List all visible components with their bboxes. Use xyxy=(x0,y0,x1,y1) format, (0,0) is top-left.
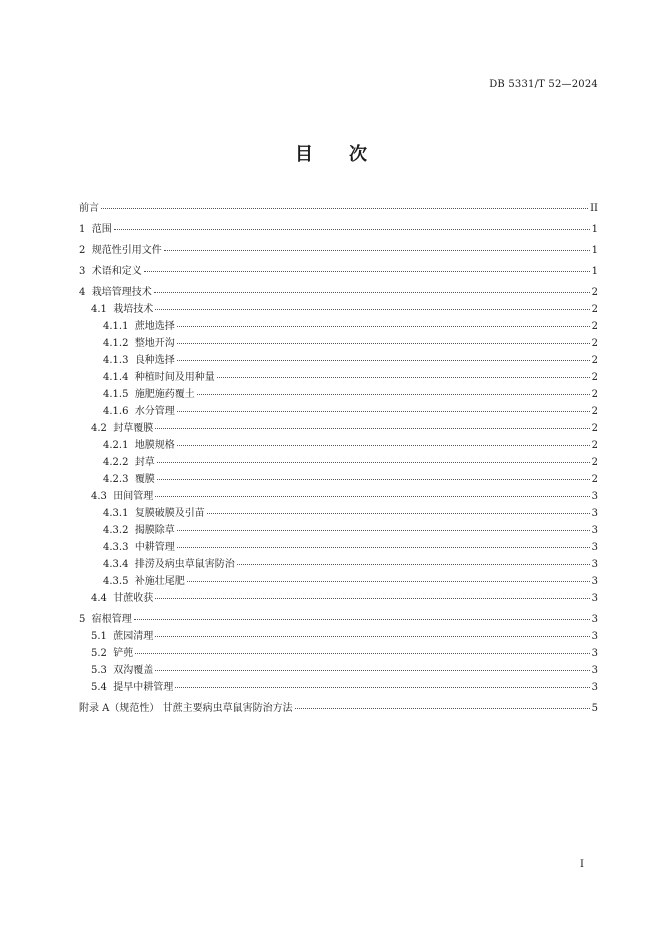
toc-entry-title: 术语和定义 xyxy=(91,266,142,277)
toc-entry-number: 4.3.5 xyxy=(103,576,135,587)
toc-entry[interactable] xyxy=(79,221,598,238)
toc-entry-page: 3 xyxy=(591,525,598,536)
toc-leader-dots xyxy=(177,342,590,344)
toc-entry-number: 4.1.3 xyxy=(103,355,135,366)
toc-leader-dots xyxy=(237,563,590,565)
toc-entry-title: 蔗地选择 xyxy=(134,321,175,332)
toc-entry[interactable] xyxy=(79,628,598,645)
toc-leader-dots xyxy=(155,597,589,599)
toc-entry-page: 2 xyxy=(591,355,598,366)
toc-entry-title: 中耕管理 xyxy=(134,542,175,553)
toc-leader-dots xyxy=(157,461,590,463)
toc-entry-title: 地膜规格 xyxy=(134,440,175,451)
toc-entry[interactable] xyxy=(79,590,598,607)
toc-entry-number: 4.1.2 xyxy=(103,338,135,349)
toc-leader-dots xyxy=(135,652,589,654)
toc-entry-number: 4.3.3 xyxy=(103,542,135,553)
toc-entry[interactable] xyxy=(79,437,598,454)
toc-entry-title: 提早中耕管理 xyxy=(113,682,174,693)
toc-entry-number: 4.1.6 xyxy=(103,406,135,417)
toc-leader-dots xyxy=(155,669,589,671)
toc-leader-dots xyxy=(177,410,590,412)
toc-entry[interactable] xyxy=(79,335,598,352)
toc-entry[interactable] xyxy=(79,242,598,259)
toc-leader-dots xyxy=(295,707,590,709)
title-char-1: 目 xyxy=(295,144,313,165)
toc-leader-dots xyxy=(177,529,590,531)
toc-entry-title: 田间管理 xyxy=(113,491,154,502)
toc-entry-page: 2 xyxy=(591,423,598,434)
toc-entry-page: 2 xyxy=(591,406,598,417)
toc-entry-title: 施肥施药覆土 xyxy=(134,389,195,400)
toc-entry-page: 1 xyxy=(591,245,598,256)
toc-entry-page: 3 xyxy=(591,576,598,587)
toc-entry-page: 2 xyxy=(591,321,598,332)
toc-entry-page: 1 xyxy=(591,266,598,277)
toc-entry-number: 4.1.1 xyxy=(103,321,135,332)
toc-entry-page: 3 xyxy=(591,665,598,676)
toc-entry-title: 双沟覆盖 xyxy=(113,665,154,676)
toc-entry-page: 3 xyxy=(591,614,598,625)
toc-entry[interactable] xyxy=(79,318,598,335)
toc-entry-number: 5.4 xyxy=(91,682,114,693)
toc-entry-number: 4.2.2 xyxy=(103,457,135,468)
toc-leader-dots xyxy=(144,270,590,272)
toc-entry-title: 复膜破膜及引苗 xyxy=(134,508,205,519)
toc-entry-number: 5.1 xyxy=(91,631,114,642)
toc-entry-number: 4 xyxy=(79,287,92,298)
toc-entry-page: 2 xyxy=(591,440,598,451)
toc-entry[interactable] xyxy=(79,679,598,696)
toc-entry-number: 4.2 xyxy=(91,423,114,434)
toc-entry-number: 4.3 xyxy=(91,491,114,502)
toc-entry-page: 3 xyxy=(591,593,598,604)
toc-entry[interactable] xyxy=(79,522,598,539)
toc-leader-dots xyxy=(155,427,589,429)
toc-entry-title: 覆膜 xyxy=(134,474,155,485)
toc-entry-number: 5.2 xyxy=(91,648,114,659)
toc-entry-page: 2 xyxy=(591,287,598,298)
toc-leader-dots xyxy=(177,325,590,327)
toc-entry[interactable] xyxy=(79,263,598,280)
toc-entry-page: 2 xyxy=(591,389,598,400)
toc-entry-number: 1 xyxy=(79,224,92,235)
toc-leader-dots xyxy=(207,512,590,514)
toc-leader-dots xyxy=(217,376,590,378)
page-title xyxy=(0,140,662,166)
toc-entry-page: 2 xyxy=(591,338,598,349)
toc-entry-number: 4.4 xyxy=(91,593,114,604)
toc-entry-page: II xyxy=(590,203,598,214)
toc-entry-page: 3 xyxy=(591,491,598,502)
toc-entry[interactable] xyxy=(79,454,598,471)
toc-entry-title: 前言 xyxy=(79,203,99,214)
toc-entry-number: 4.2.3 xyxy=(103,474,135,485)
toc-entry-number: 3 xyxy=(79,266,92,277)
toc-entry-title: 范围 xyxy=(91,224,112,235)
toc-entry-page: 3 xyxy=(591,542,598,553)
toc-entry[interactable] xyxy=(79,369,598,386)
toc-entry[interactable] xyxy=(79,403,598,420)
toc-entry-title: 栽培技术 xyxy=(113,304,154,315)
toc-entry-page: 1 xyxy=(591,224,598,235)
toc-entry-number: 4.1.4 xyxy=(103,372,135,383)
toc-leader-dots xyxy=(114,228,590,230)
toc-entry-page: 2 xyxy=(591,304,598,315)
title-char-2: 次 xyxy=(349,144,367,165)
toc-leader-dots xyxy=(187,580,590,582)
toc-entry-title: 封草覆膜 xyxy=(113,423,154,434)
toc-entry[interactable] xyxy=(79,645,598,662)
toc-entry[interactable] xyxy=(79,200,598,217)
toc-entry[interactable] xyxy=(79,573,598,590)
toc-entry-title: 甘蔗收获 xyxy=(113,593,154,604)
toc-entry-page: 2 xyxy=(591,372,598,383)
toc-entry-title: 良种选择 xyxy=(134,355,175,366)
toc-entry[interactable] xyxy=(79,471,598,488)
toc-entry[interactable] xyxy=(79,420,598,437)
table-of-contents xyxy=(79,200,598,717)
toc-entry[interactable] xyxy=(79,284,598,301)
toc-entry-number: 4.1 xyxy=(91,304,114,315)
toc-entry[interactable] xyxy=(79,386,598,403)
toc-leader-dots xyxy=(134,618,590,620)
toc-entry-title: 附录 A（规范性） 甘蔗主要病虫草鼠害防治方法 xyxy=(79,703,293,714)
toc-entry-number: 4.3.1 xyxy=(103,508,135,519)
toc-entry-number: 4.3.4 xyxy=(103,559,135,570)
toc-leader-dots xyxy=(164,249,590,251)
toc-entry-page: 2 xyxy=(591,474,598,485)
toc-entry[interactable] xyxy=(79,539,598,556)
toc-entry-number: 4.2.1 xyxy=(103,440,135,451)
toc-entry-title: 宿根管理 xyxy=(91,614,132,625)
toc-entry-page: 3 xyxy=(591,648,598,659)
toc-entry-page: 5 xyxy=(591,703,598,714)
toc-entry-page: 3 xyxy=(591,508,598,519)
toc-entry-title: 封草 xyxy=(134,457,155,468)
toc-leader-dots xyxy=(155,495,589,497)
toc-leader-dots xyxy=(157,478,590,480)
toc-entry-title: 规范性引用文件 xyxy=(91,245,162,256)
toc-entry-page: 3 xyxy=(591,682,598,693)
toc-leader-dots xyxy=(177,359,590,361)
toc-entry[interactable] xyxy=(79,352,598,369)
toc-leader-dots xyxy=(177,546,590,548)
toc-entry-number: 2 xyxy=(79,245,92,256)
toc-entry-title: 水分管理 xyxy=(134,406,175,417)
toc-leader-dots xyxy=(197,393,590,395)
toc-entry[interactable] xyxy=(79,556,598,573)
toc-leader-dots xyxy=(155,308,589,310)
toc-entry[interactable] xyxy=(79,611,598,628)
toc-entry-title: 揭膜除草 xyxy=(134,525,175,536)
toc-entry[interactable] xyxy=(79,700,598,717)
toc-entry-title: 铲蔸 xyxy=(113,648,134,659)
toc-entry[interactable] xyxy=(79,662,598,679)
toc-entry-page: 2 xyxy=(591,457,598,468)
toc-entry-title: 栽培管理技术 xyxy=(91,287,152,298)
toc-entry-number: 5.3 xyxy=(91,665,114,676)
toc-entry[interactable] xyxy=(79,505,598,522)
toc-entry-number: 4.3.2 xyxy=(103,525,135,536)
toc-entry[interactable] xyxy=(79,301,598,318)
toc-entry-page: 3 xyxy=(591,559,598,570)
toc-leader-dots xyxy=(177,444,590,446)
document-code: DB 5331/T 52—2024 xyxy=(489,79,598,90)
toc-entry[interactable] xyxy=(79,488,598,505)
toc-entry-number: 4.1.5 xyxy=(103,389,135,400)
toc-entry-title: 种植时间及用种量 xyxy=(134,372,215,383)
toc-entry-title: 补施壮尾肥 xyxy=(134,576,185,587)
toc-entry-title: 整地开沟 xyxy=(134,338,175,349)
toc-leader-dots xyxy=(175,686,589,688)
toc-entry-title: 排涝及病虫草鼠害防治 xyxy=(134,559,235,570)
toc-entry-number: 5 xyxy=(79,614,92,625)
toc-leader-dots xyxy=(155,635,589,637)
toc-entry-title: 蔗园清理 xyxy=(113,631,154,642)
page-number: I xyxy=(580,859,584,870)
toc-leader-dots xyxy=(101,207,588,209)
toc-leader-dots xyxy=(154,291,590,293)
toc-entry-page: 3 xyxy=(591,631,598,642)
